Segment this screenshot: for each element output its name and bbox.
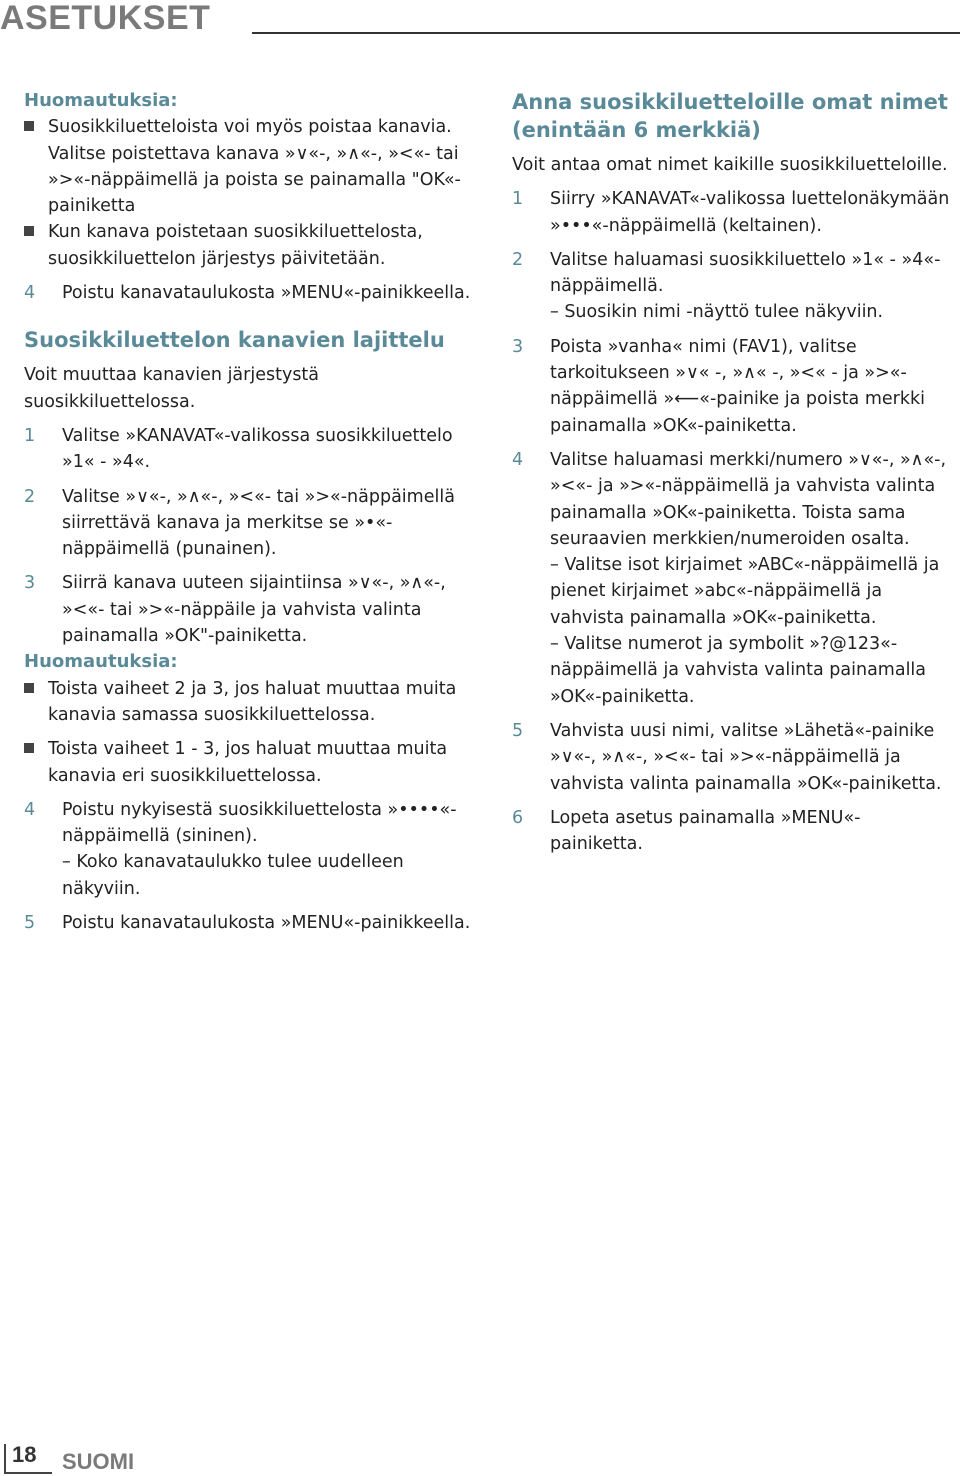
note-bullet [24, 114, 476, 219]
step-number: 6 [512, 807, 524, 828]
step-subtext: – Valitse isot kirjaimet »ABC«-näppäimellä ja pienet kirjaimet »abc«-näppäimellä ja vahvista painamalla »OK«-painiketta. [550, 555, 940, 628]
note-text: Toista vaiheet 2 ja 3, jos haluat muuttaa muita kanavia samassa suosikkiluettelossa. [48, 678, 457, 725]
bullet-square-icon [24, 736, 48, 789]
bullet-square-icon [24, 114, 48, 219]
bullet-square-icon [24, 676, 48, 729]
step [24, 280, 476, 306]
bullet-square-icon [24, 219, 48, 272]
step-text: Vahvista uusi nimi, valitse »Lähetä«-painike »∨«-, »∧«-, »<«- tai »>«-näppäimellä ja vahvista valinta painamalla »OK«-painiketta. [550, 720, 942, 794]
step-text: Valitse »∨«-, »∧«-, »<«- tai »>«-näppäimellä siirrettävä kanava ja merkitse se »•«-näppäimellä (punainen). [62, 486, 455, 560]
step-text: Valitse haluamasi merkki/numero »∨«-, »∧«-, »<«- ja »>«-näppäimellä ja vahvista valinta painamalla »OK«-painiketta. Toista sama seuraavien merkkien/numeroiden osalta. [550, 449, 947, 549]
step [24, 910, 476, 936]
step-number: 3 [24, 573, 36, 594]
step-text: Lopeta asetus painamalla »MENU«-painiketta. [550, 807, 861, 855]
step-text: Valitse »KANAVAT«-valikossa suosikkiluettelo »1« - »4«. [62, 425, 453, 473]
right-column [512, 88, 952, 857]
note-text: Toista vaiheet 1 - 3, jos haluat muuttaa muita kanavia eri suosikkiluettelossa. [48, 739, 448, 786]
page-footer [0, 1438, 200, 1476]
page-header [0, 0, 210, 36]
step-text: Poistu kanavataulukosta »MENU«-painikkeella. [62, 913, 471, 934]
step-number: 5 [24, 913, 36, 934]
footer-rule [4, 1472, 52, 1474]
step [512, 334, 952, 439]
step [24, 570, 476, 649]
step [24, 797, 476, 902]
page-title: ASETUKSET [0, 0, 211, 37]
note-text: Kun kanava poistetaan suosikkiluettelosta, suosikkiluettelon järjestys päivitetään. [48, 222, 423, 269]
step-text: Poista »vanha« nimi (FAV1), valitse tarkoitukseen »∨« -, »∧« -, »<« - ja »>«-näppäimellä »⟵«-painike ja poista merkki painamalla »OK«-painiketta. [550, 336, 925, 436]
language-label: SUOMI [62, 1449, 135, 1474]
step-number: 4 [512, 449, 524, 470]
section-title: Anna suosikkiluetteloille omat nimet (enintään 6 merkkiä) [512, 90, 948, 142]
step-number: 5 [512, 720, 524, 741]
step-number: 1 [24, 425, 36, 446]
step [512, 718, 952, 797]
note-title: Huomautuksia: [24, 651, 178, 673]
footer-rule [4, 1444, 6, 1474]
step [512, 805, 952, 858]
step-text: Siirry »KANAVAT«-valikossa luettelonäkymään »•••«-näppäimellä (keltainen). [550, 189, 950, 236]
section-intro: Voit muuttaa kanavien järjestystä suosikkiluettelossa. [24, 365, 320, 412]
step-number: 1 [512, 189, 524, 210]
note-text: Suosikkiluetteloista voi myös poistaa kanavia. Valitse poistettava kanava »∨«-, »∧«-, »<«- tai »>«-näppäimellä ja poista se painamalla "OK«-painiketta [48, 117, 461, 217]
header-rule [252, 32, 960, 34]
note-bullet [24, 676, 476, 729]
step-text: Siirrä kanava uuteen sijaintiinsa »∨«-, »∧«-, »<«- tai »>«-näppäile ja vahvista valinta painamalla »OK"-painiketta. [62, 573, 446, 647]
step-number: 2 [24, 486, 36, 507]
step-number: 2 [512, 249, 524, 270]
step-number: 4 [24, 799, 36, 820]
section-intro: Voit antaa omat nimet kaikille suosikkiluetteloille. [512, 155, 948, 175]
step-number: 4 [24, 283, 36, 304]
step-subtext: – Valitse numerot ja symbolit »?@123«-näppäimellä ja vahvista valinta painamalla »OK«-painiketta. [550, 634, 927, 707]
note-bullet [24, 736, 476, 789]
step [512, 186, 952, 239]
step-text: Poistu kanavataulukosta »MENU«-painikkeella. [62, 283, 471, 304]
step [24, 484, 476, 563]
section-title: Suosikkiluettelon kanavien lajittelu [24, 328, 445, 353]
step [512, 447, 952, 710]
step [24, 423, 476, 476]
step-text: Valitse haluamasi suosikkiluettelo »1« - »4«-näppäimellä. [550, 249, 941, 297]
step-number: 3 [512, 336, 524, 357]
step-subtext: – Suosikin nimi -näyttö tulee näkyviin. [550, 302, 884, 323]
note-title: Huomautuksia: [24, 90, 178, 111]
left-column [24, 88, 476, 936]
note-bullet [24, 219, 476, 272]
step-text: Poistu nykyisestä suosikkiluettelosta »••••«-näppäimellä (sininen). [62, 799, 457, 847]
step [512, 247, 952, 326]
step-subtext: – Koko kanavataulukko tulee uudelleen näkyviin. [62, 852, 404, 899]
page-number: 18 [12, 1442, 37, 1467]
